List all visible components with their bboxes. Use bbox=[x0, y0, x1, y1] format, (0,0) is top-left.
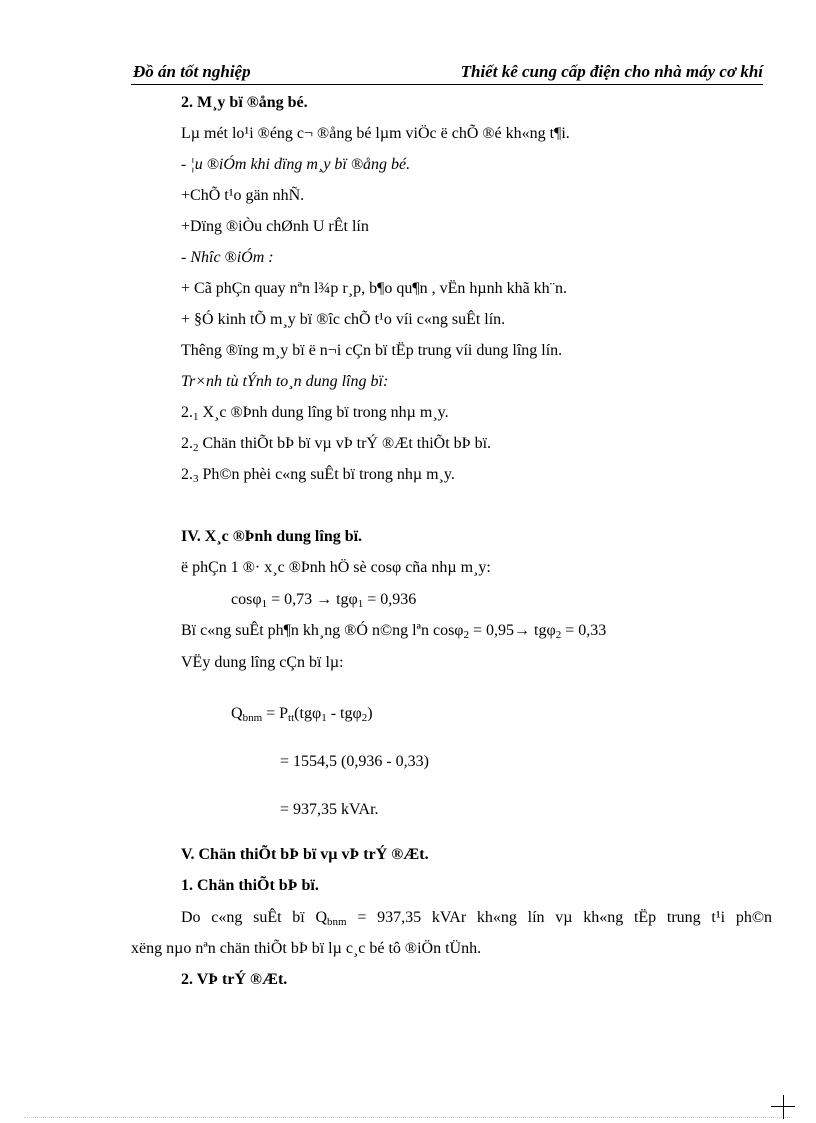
formula-part: cosφ bbox=[231, 591, 262, 608]
text-line: Thêng ®ïng m¸y bï ë n¬i cÇn bï tËp trung víi dung lîng lín. bbox=[181, 342, 563, 359]
list-item bbox=[181, 434, 491, 454]
text-line: Tr×nh tù tÝnh to¸n dung lîng bï: bbox=[181, 373, 389, 390]
formula-subscript: 2 bbox=[555, 629, 562, 641]
text-line: - Nhîc ®iÓm : bbox=[181, 249, 274, 266]
formula-subscript: 1 bbox=[261, 598, 268, 610]
formula-subscript: tt bbox=[288, 712, 295, 724]
formula-subscript: 2 bbox=[463, 629, 470, 641]
list-item bbox=[181, 465, 455, 485]
formula-line bbox=[231, 590, 416, 610]
list-subscript: 1 bbox=[193, 411, 199, 423]
list-text: Chän thiÕt bÞ bï vµ vÞ trÝ ®Æt thiÕt bÞ bï. bbox=[198, 435, 492, 452]
formula-part: = P bbox=[262, 705, 289, 722]
formula-part: ) bbox=[367, 705, 373, 722]
text-line: +ChÕ t¹o gän nhÑ. bbox=[181, 187, 305, 204]
formula-result: = 937,35 kVAr. bbox=[280, 801, 379, 818]
formula-subscript: bnm bbox=[242, 712, 263, 724]
paragraph-line: xëng nµo nªn chän thiÕt bÞ bï lµ c¸c bé tô ®iÖn tÜnh. bbox=[131, 940, 482, 957]
header-left-title: Đồ án tốt nghiệp bbox=[133, 62, 251, 81]
paragraph-part: Do c«ng suÊt bï Q bbox=[181, 909, 328, 926]
text-line: Lµ mét lo¹i ®éng c¬ ®ång bé lµm viÖc ë chÕ ®é kh«ng t¶i. bbox=[181, 125, 570, 142]
text-line: +Dïng ®iÒu chØnh U rÊt lín bbox=[181, 218, 369, 235]
text-line: ë phÇn 1 ®· x¸c ®Þnh hÖ sè cosφ cña nhµ m¸y: bbox=[181, 559, 491, 576]
formula-part: = 0,936 bbox=[363, 591, 417, 608]
paragraph-part: = 937,35 kVAr kh«ng lín vµ kh«ng tËp trung t¹i ph©n bbox=[346, 909, 772, 926]
crop-mark bbox=[783, 1095, 784, 1119]
header-right-title: Thiết kê cung cấp điện cho nhà máy cơ khí bbox=[460, 62, 763, 81]
formula-subscript: 1 bbox=[357, 598, 364, 610]
formula-part: - tgφ bbox=[326, 705, 362, 722]
formula-part: = 0,33 bbox=[561, 622, 607, 639]
list-item bbox=[181, 403, 449, 423]
crop-mark bbox=[771, 1106, 795, 1107]
formula-part: Bï c«ng suÊt ph¶n kh¸ng ®Ó n©ng lªn cosφ bbox=[181, 622, 464, 639]
formula-subscript: 1 bbox=[321, 712, 327, 724]
text-line: VËy dung lîng cÇn bï lµ: bbox=[181, 654, 344, 671]
formula-part: = 0,95→ tgφ bbox=[469, 622, 556, 639]
list-subscript: 3 bbox=[193, 473, 199, 485]
page-header bbox=[131, 58, 763, 85]
footer-dotted-rule bbox=[24, 1117, 792, 1118]
formula-line bbox=[181, 621, 606, 641]
text-line: + Cã phÇn quay nªn l¾p r¸p, b¶o qu¶n , vËn hµnh khã kh¨n. bbox=[181, 280, 568, 297]
formula-line: = 1554,5 (0,936 - 0,33) bbox=[280, 753, 430, 770]
section-heading-v: V. Chän thiÕt bÞ bï vµ vÞ trÝ ®Æt. bbox=[181, 846, 429, 863]
text-line: + §Ó kinh tÕ m¸y bï ®îc chÕ t¹o víi c«ng suÊt lín. bbox=[181, 311, 506, 328]
formula-part: (tgφ bbox=[294, 705, 322, 722]
list-number: 2. bbox=[181, 404, 193, 421]
list-text: Ph©n phèi c«ng suÊt bï trong nhµ m¸y. bbox=[198, 466, 455, 483]
section-heading-iv: IV. X¸c ®Þnh dung lîng bï. bbox=[181, 528, 363, 545]
subsection-heading: 1. Chän thiÕt bÞ bï. bbox=[181, 877, 319, 894]
heading-synchronous-compensator: 2. M¸y bï ®ång bé. bbox=[181, 94, 308, 111]
formula-line bbox=[231, 704, 373, 724]
paragraph-line bbox=[181, 908, 772, 928]
text-line: - ¦u ®iÓm khi dïng m¸y bï ®ång bé. bbox=[181, 156, 411, 173]
list-number: 2. bbox=[181, 435, 193, 452]
subsection-heading: 2. VÞ trÝ ®Æt. bbox=[181, 971, 288, 988]
list-number: 2. bbox=[181, 466, 193, 483]
list-text: X¸c ®Þnh dung lîng bï trong nhµ m¸y. bbox=[198, 404, 449, 421]
paragraph-subscript: bnm bbox=[327, 916, 347, 928]
formula-part: Q bbox=[231, 705, 243, 722]
formula-subscript: 2 bbox=[361, 712, 368, 724]
list-subscript: 2 bbox=[193, 442, 199, 454]
formula-part: = 0,73 → tgφ bbox=[267, 591, 358, 608]
